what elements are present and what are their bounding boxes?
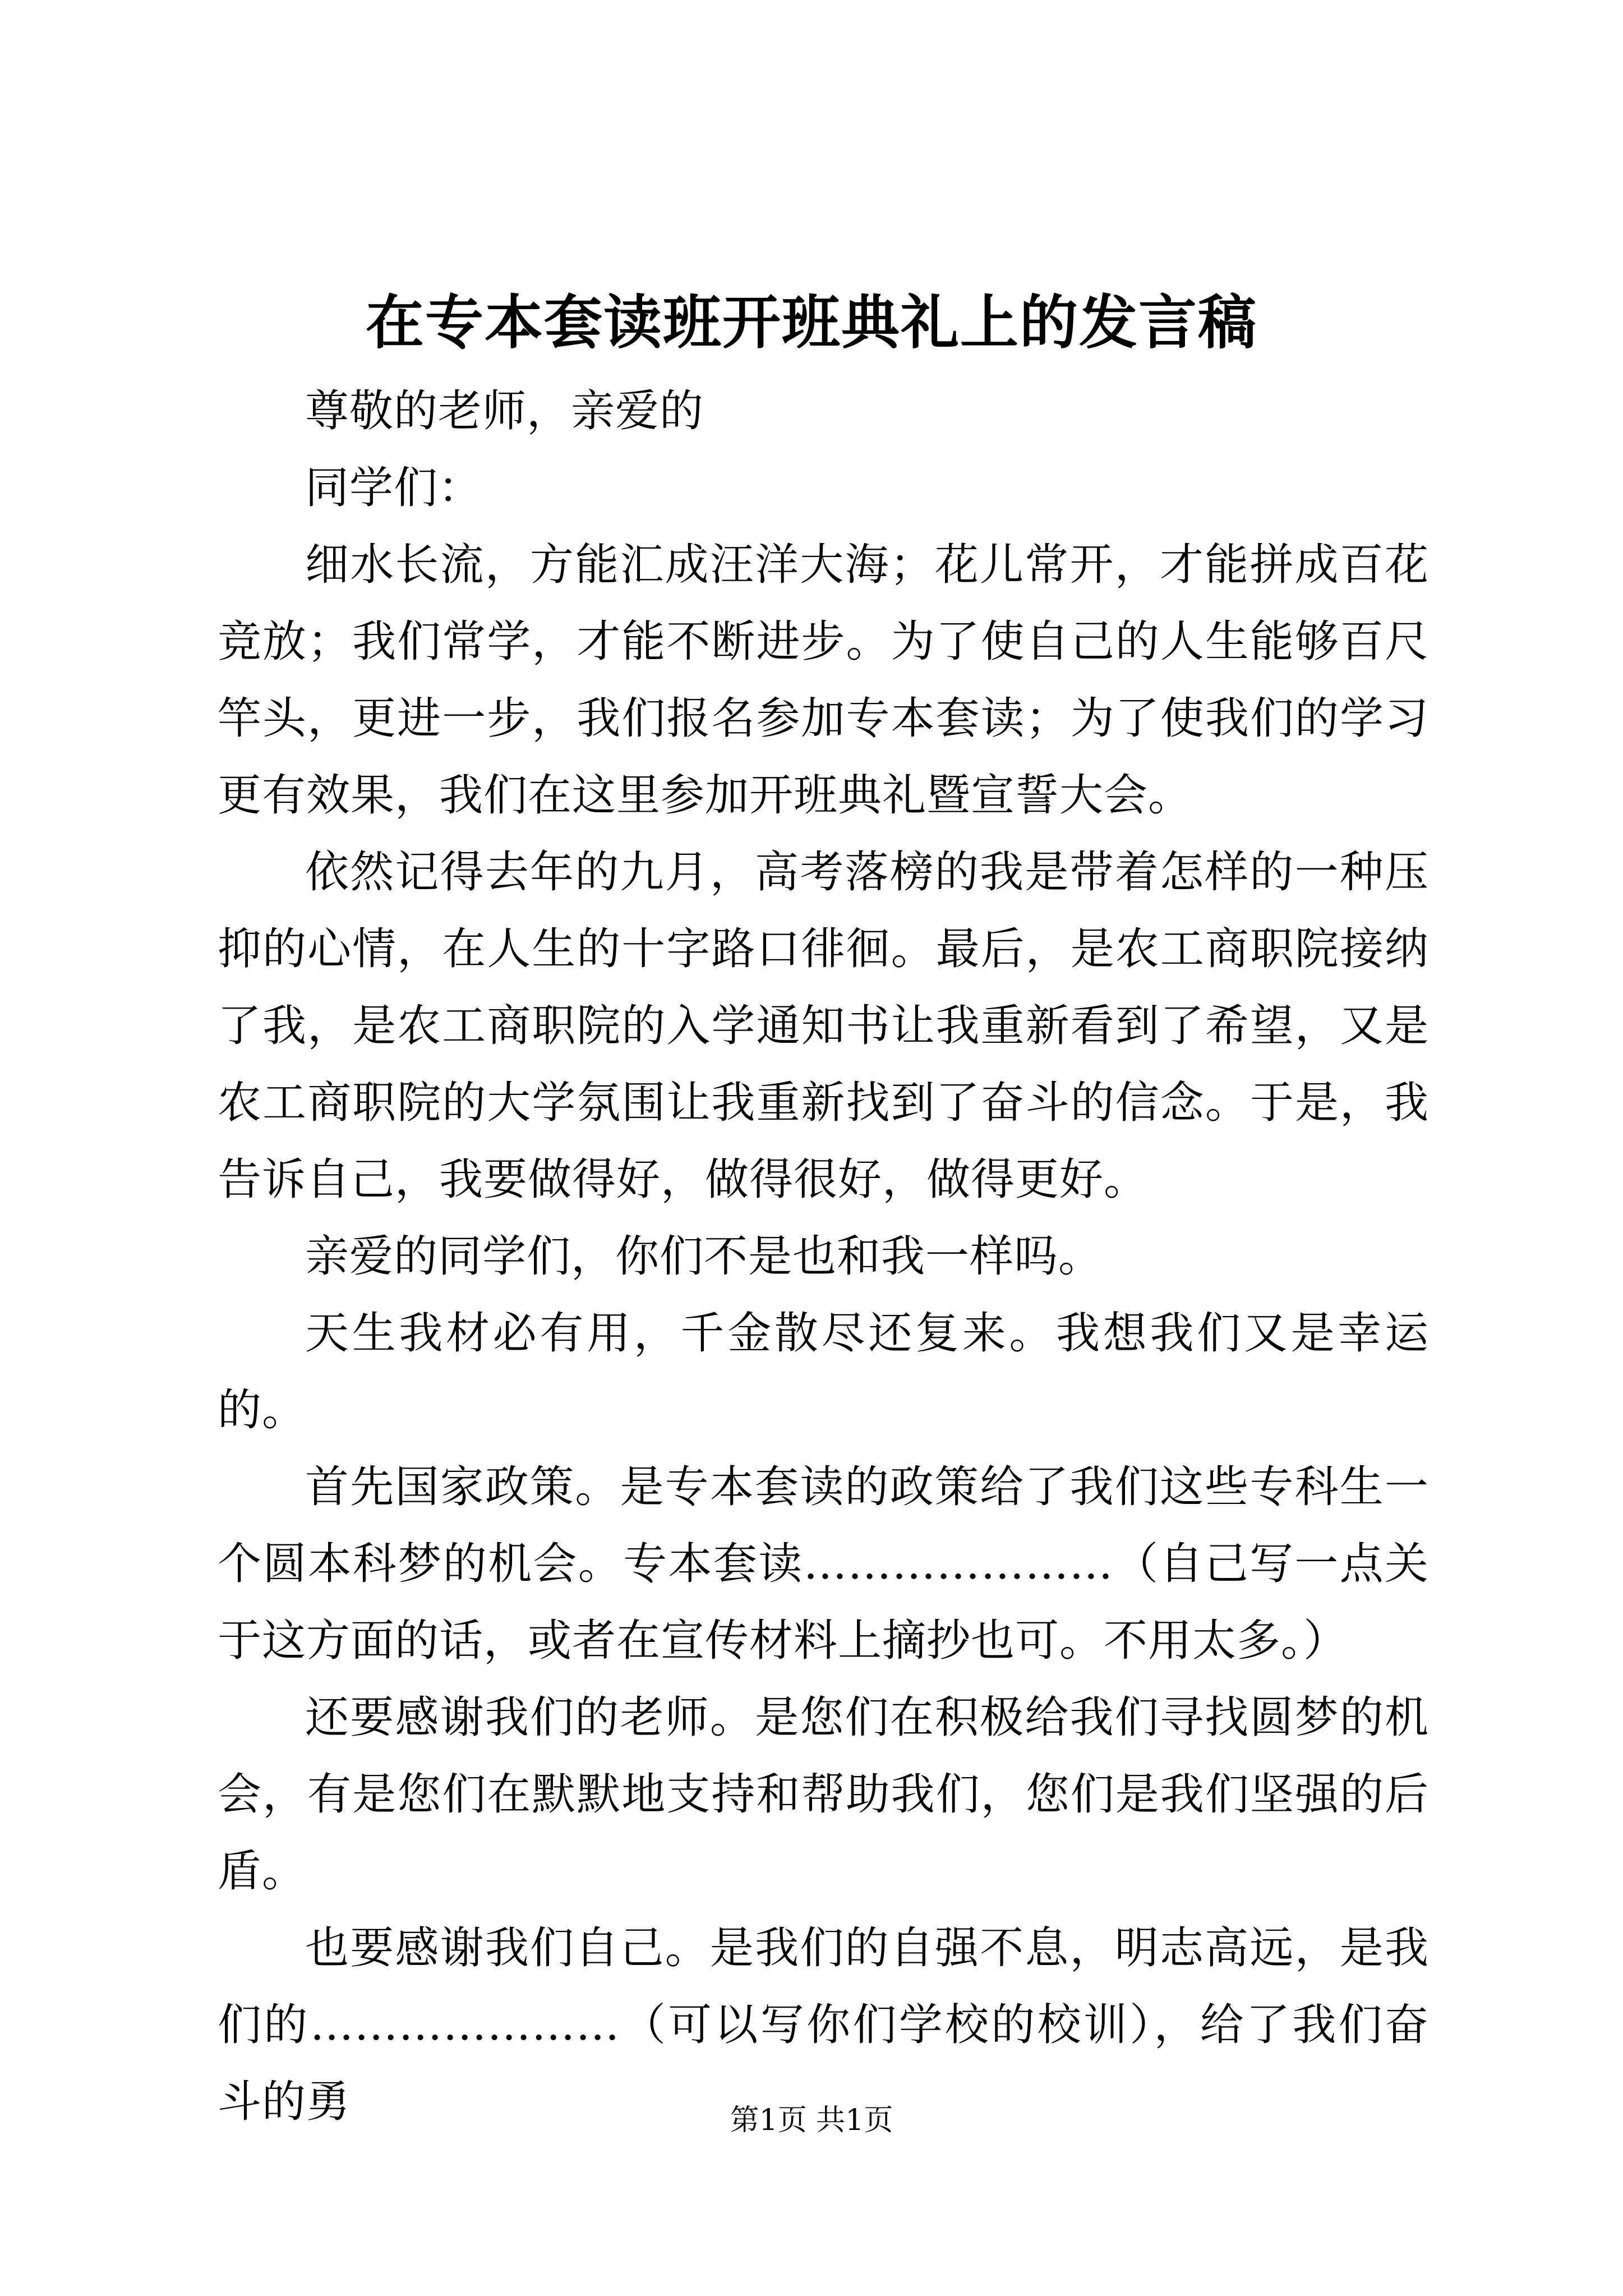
document-title: 在专本套读班开班典礼上的发言稿: [365, 288, 1257, 357]
paragraph-intro: 细水长流，方能汇成汪洋大海；花儿常开，才能拼成百花竞放；我们常学，才能不断进步。为了使自己的人生能够百尺竿头，更进一步，我们报名参加专本套读；为了使我们的学习更有效果，我们在这里参加开班典礼暨宣誓大会。: [218, 540, 1429, 821]
paragraph-policy: 首先国家政策。是专本套读的政策给了我们这些专科生一个圆本科梦的机会。专本套读…………………（自己写一点关于这方面的话，或者在宣传材料上摘抄也可。不用太多。）: [218, 1462, 1429, 1666]
salutation-line-2: 同学们：: [305, 463, 483, 513]
paragraph-memory: 依然记得去年的九月，高考落榜的我是带着怎样的一种压抑的心情，在人生的十字路口徘徊。最后，是农工商职院接纳了我，是农工商职院的入学通知书让我重新看到了希望，又是农工商职院的大学氛围让我重新找到了奋斗的信念。于是，我告诉自己，我要做得好，做得很好，做得更好。: [218, 847, 1429, 1205]
paragraph-quote: 天生我材必有用，千金散尽还复来。我想我们又是幸运的。: [218, 1308, 1429, 1435]
paragraph-teachers: 还要感谢我们的老师。是您们在积极给我们寻找圆梦的机会，有是您们在默默地支持和帮助我们，您们是我们坚强的后盾。: [218, 1692, 1429, 1897]
paragraph-classmates: 亲爱的同学们，你们不是也和我一样吗。: [305, 1231, 1103, 1282]
page-footer: 第1页 共1页: [730, 2104, 893, 2137]
document-body: [218, 373, 1429, 2141]
paragraph-ourselves: 也要感谢我们自己。是我们的自强不息，明志高远，是我们的…………………（可以写你们学校的校训），给了我们奋斗的勇: [218, 1923, 1429, 2127]
salutation-line-1: 尊敬的老师，亲爱的: [305, 386, 704, 436]
